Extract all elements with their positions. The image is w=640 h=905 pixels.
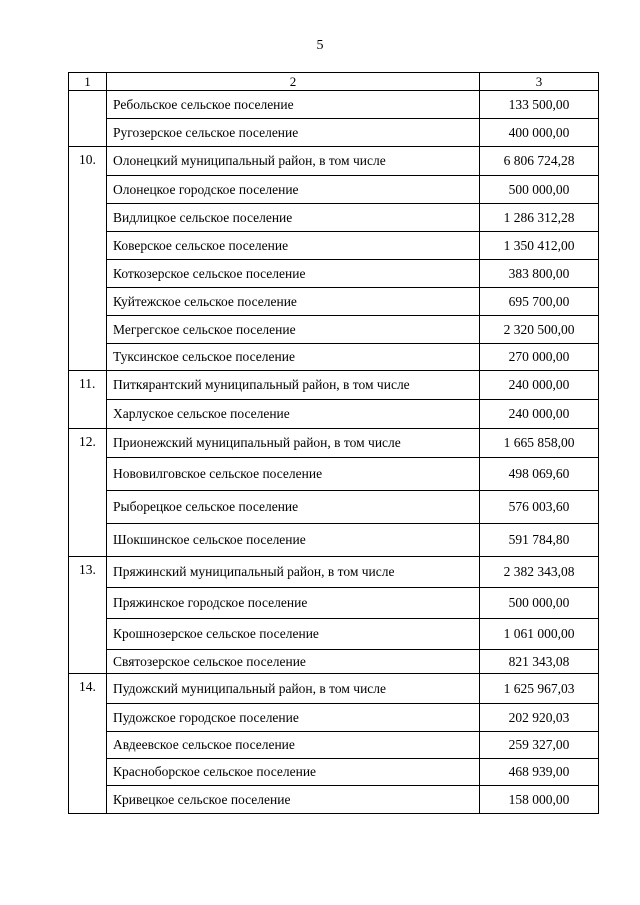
amount-value: 1 061 000,00 xyxy=(480,619,599,650)
amount-value: 6 806 724,28 xyxy=(480,147,599,176)
settlement-name: Пряжинское городское поселение xyxy=(107,588,480,619)
settlement-name: Авдеевское сельское поселение xyxy=(107,732,480,759)
table-row xyxy=(69,371,599,400)
amount-value: 383 800,00 xyxy=(480,260,599,288)
amount-value: 468 939,00 xyxy=(480,759,599,786)
table-row xyxy=(69,176,599,204)
table-row xyxy=(69,650,599,674)
amount-value: 1 350 412,00 xyxy=(480,232,599,260)
table-row xyxy=(69,491,599,524)
settlement-name: Рыборецкое сельское поселение xyxy=(107,491,480,524)
settlement-name: Пряжинский муниципальный район, в том числе xyxy=(107,557,480,588)
table-row xyxy=(69,588,599,619)
amount-value: 576 003,60 xyxy=(480,491,599,524)
table-row xyxy=(69,400,599,429)
settlement-name: Олонецкий муниципальный район, в том числе xyxy=(107,147,480,176)
settlement-name: Красноборское сельское поселение xyxy=(107,759,480,786)
amount-value: 270 000,00 xyxy=(480,344,599,371)
amount-value: 240 000,00 xyxy=(480,400,599,429)
amount-value: 400 000,00 xyxy=(480,119,599,147)
amount-value: 1 286 312,28 xyxy=(480,204,599,232)
table-row xyxy=(69,288,599,316)
table-header-row xyxy=(69,73,599,91)
allocation-table xyxy=(68,72,599,814)
table-row xyxy=(69,786,599,814)
settlement-name: Коверское сельское поселение xyxy=(107,232,480,260)
row-number: 12. xyxy=(69,429,107,557)
settlement-name: Туксинское сельское поселение xyxy=(107,344,480,371)
table-row xyxy=(69,458,599,491)
table-row xyxy=(69,557,599,588)
table-row xyxy=(69,119,599,147)
table-row xyxy=(69,704,599,732)
amount-value: 498 069,60 xyxy=(480,458,599,491)
table-row xyxy=(69,91,599,119)
settlement-name: Нововилговское сельское поселение xyxy=(107,458,480,491)
settlement-name: Пудожский муниципальный район, в том числе xyxy=(107,674,480,704)
settlement-name: Видлицкое сельское поселение xyxy=(107,204,480,232)
table-row xyxy=(69,732,599,759)
column-header-amount: 3 xyxy=(480,73,599,91)
table-row xyxy=(69,619,599,650)
row-number: 14. xyxy=(69,674,107,814)
settlement-name: Коткозерское сельское поселение xyxy=(107,260,480,288)
table-row xyxy=(69,316,599,344)
table-row xyxy=(69,674,599,704)
table-row xyxy=(69,232,599,260)
amount-value: 202 920,03 xyxy=(480,704,599,732)
settlement-name: Крошнозерское сельское поселение xyxy=(107,619,480,650)
amount-value: 158 000,00 xyxy=(480,786,599,814)
amount-value: 591 784,80 xyxy=(480,524,599,557)
table-row xyxy=(69,429,599,458)
settlement-name: Шокшинское сельское поселение xyxy=(107,524,480,557)
amount-value: 240 000,00 xyxy=(480,371,599,400)
table-body xyxy=(69,73,599,814)
amount-value: 695 700,00 xyxy=(480,288,599,316)
settlement-name: Олонецкое городское поселение xyxy=(107,176,480,204)
settlement-name: Куйтежское сельское поселение xyxy=(107,288,480,316)
settlement-name: Пудожское городское поселение xyxy=(107,704,480,732)
row-number: 11. xyxy=(69,371,107,429)
amount-value: 500 000,00 xyxy=(480,176,599,204)
settlement-name: Кривецкое сельское поселение xyxy=(107,786,480,814)
table-row xyxy=(69,524,599,557)
table-row xyxy=(69,344,599,371)
row-number xyxy=(69,91,107,147)
column-header-name: 2 xyxy=(107,73,480,91)
settlement-name: Святозерское сельское поселение xyxy=(107,650,480,674)
settlement-name: Ругозерское сельское поселение xyxy=(107,119,480,147)
amount-value: 500 000,00 xyxy=(480,588,599,619)
amount-value: 2 382 343,08 xyxy=(480,557,599,588)
settlement-name: Харлуское сельское поселение xyxy=(107,400,480,429)
amount-value: 259 327,00 xyxy=(480,732,599,759)
amount-value: 1 665 858,00 xyxy=(480,429,599,458)
settlement-name: Питкярантский муниципальный район, в том числе xyxy=(107,371,480,400)
amount-value: 2 320 500,00 xyxy=(480,316,599,344)
amount-value: 1 625 967,03 xyxy=(480,674,599,704)
row-number: 10. xyxy=(69,147,107,371)
table-row xyxy=(69,759,599,786)
table-row xyxy=(69,204,599,232)
settlement-name: Ребольское сельское поселение xyxy=(107,91,480,119)
table-row xyxy=(69,260,599,288)
page-number: 5 xyxy=(316,38,324,53)
column-header-number: 1 xyxy=(69,73,107,91)
row-number: 13. xyxy=(69,557,107,674)
amount-value: 133 500,00 xyxy=(480,91,599,119)
settlement-name: Мегрегское сельское поселение xyxy=(107,316,480,344)
settlement-name: Прионежский муниципальный район, в том числе xyxy=(107,429,480,458)
amount-value: 821 343,08 xyxy=(480,650,599,674)
table-row xyxy=(69,147,599,176)
